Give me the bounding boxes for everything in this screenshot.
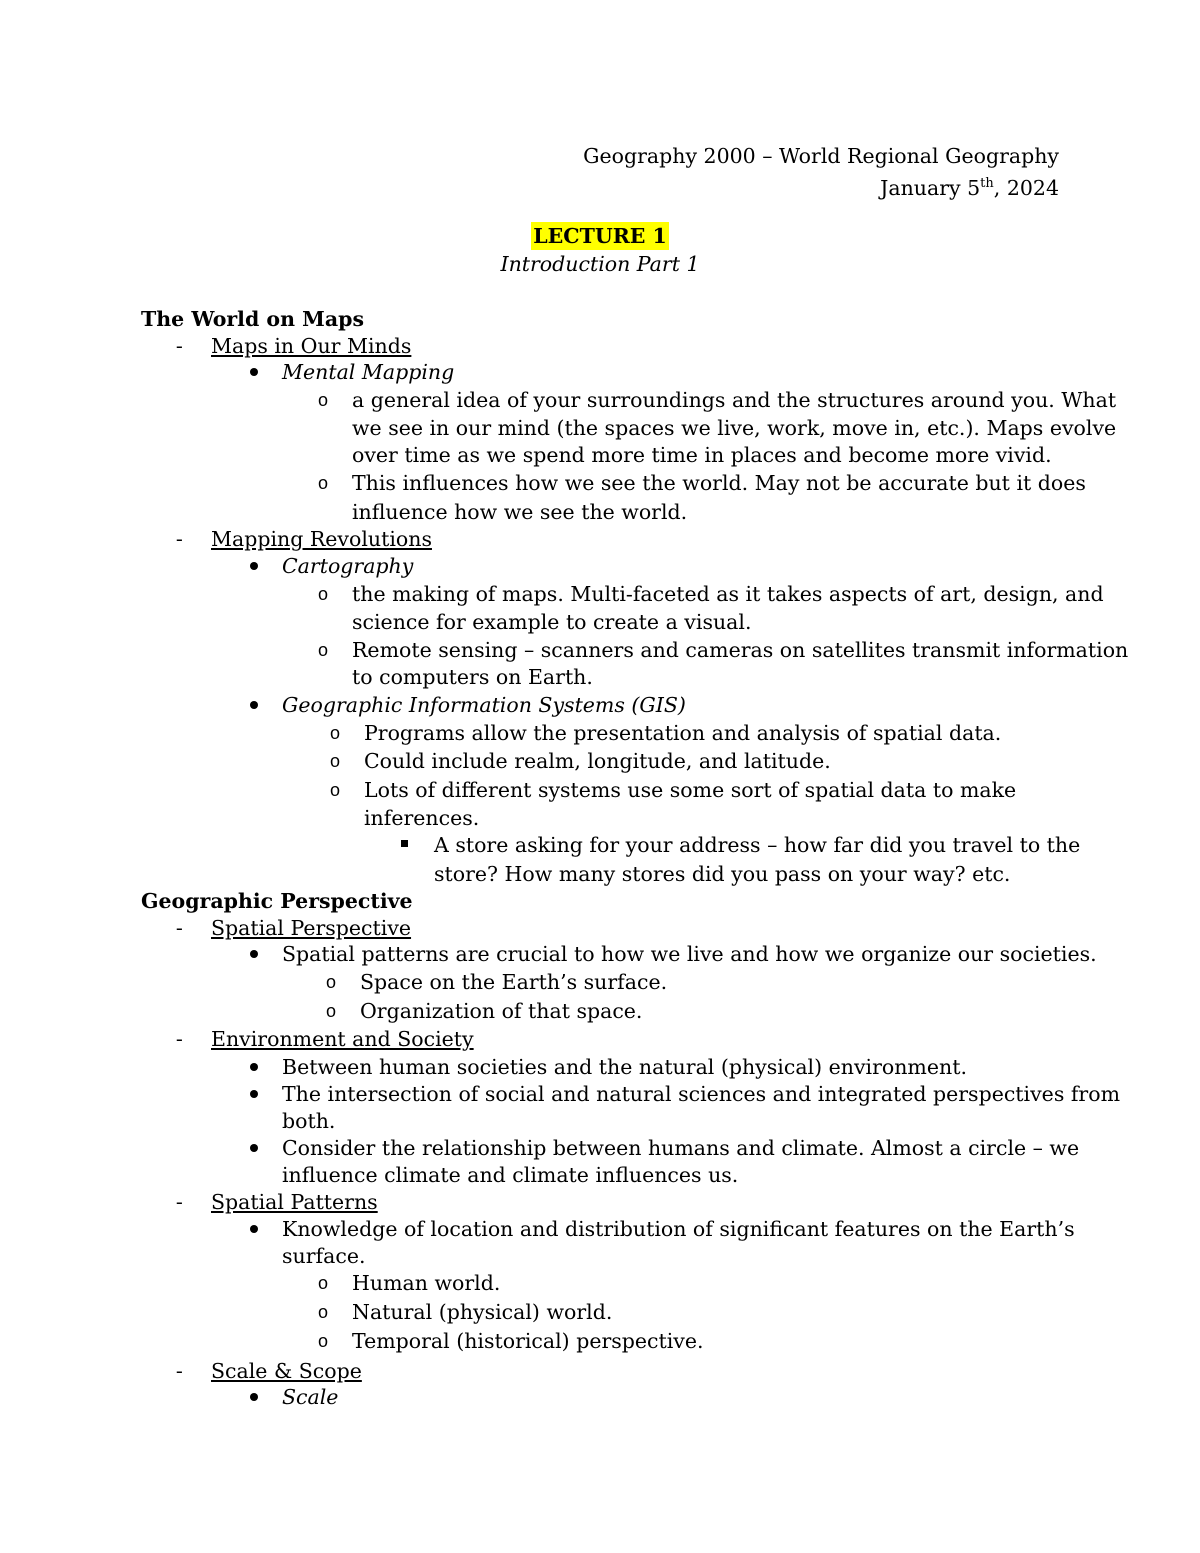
dash-marker: - [176, 335, 183, 357]
bullet-text: influence climate and climate influences us. [282, 1163, 739, 1187]
point-text: inferences. [364, 806, 480, 830]
point-text: the making of maps. Multi-faceted as it takes aspects of art, design, and [352, 582, 1104, 606]
bullet-text: Consider the relationship between humans and climate. Almost a circle – we [282, 1136, 1080, 1160]
bullet-marker [250, 1144, 258, 1152]
circle-marker: o [326, 1001, 337, 1021]
point-text: we see in our mind (the spaces we live, work, move in, etc.). Maps evolve [352, 416, 1117, 440]
term-label: Cartography [282, 554, 414, 578]
lecture-date: January 5th, 2024 [880, 175, 1059, 200]
circle-marker: o [330, 723, 341, 743]
bullet-text: Spatial patterns are crucial to how we live and how we organize our societies. [282, 942, 1097, 966]
circle-marker: o [318, 1302, 329, 1322]
dash-marker: - [176, 1191, 183, 1213]
subpoint-text: A store asking for your address – how far did you travel to the [434, 833, 1081, 857]
bullet-text: surface. [282, 1244, 366, 1268]
bullet-marker [250, 1090, 258, 1098]
lecture-subtitle: Introduction Part 1 [500, 252, 700, 276]
dash-marker: - [176, 1028, 183, 1050]
square-marker [401, 840, 408, 847]
bullet-marker [250, 1393, 258, 1401]
bullet-marker [250, 368, 258, 376]
topic-label: Environment and Society [211, 1027, 474, 1051]
term-label: Geographic Information Systems (GIS) [282, 693, 686, 717]
point-text: Space on the Earth’s surface. [360, 970, 668, 994]
circle-marker: o [318, 1273, 329, 1293]
bullet-text: Between human societies and the natural (physical) environment. [282, 1055, 967, 1079]
point-text: influence how we see the world. [352, 500, 688, 524]
point-text: to computers on Earth. [352, 665, 593, 689]
bullet-text: The intersection of social and natural sciences and integrated perspectives from [282, 1082, 1121, 1106]
bullet-marker [250, 950, 258, 958]
subpoint-text: store? How many stores did you pass on your way? etc. [434, 862, 1011, 886]
point-text: a general idea of your surroundings and the structures around you. What [352, 388, 1117, 412]
point-text: Natural (physical) world. [352, 1300, 613, 1324]
bullet-marker [250, 701, 258, 709]
circle-marker: o [318, 584, 329, 604]
circle-marker: o [318, 1331, 329, 1351]
topic-label: Spatial Perspective [211, 916, 412, 940]
point-text: This influences how we see the world. May not be accurate but it does [352, 471, 1086, 495]
point-text: Remote sensing – scanners and cameras on satellites transmit information [352, 638, 1129, 662]
dash-marker: - [176, 917, 183, 939]
lecture-heading: LECTURE 1 [533, 224, 667, 248]
circle-marker: o [326, 972, 337, 992]
point-text: over time as we spend more time in places and become more vivid. [352, 443, 1052, 467]
section-heading: Geographic Perspective [141, 889, 413, 913]
bullet-marker [250, 1225, 258, 1233]
point-text: Programs allow the presentation and analysis of spatial data. [364, 721, 1002, 745]
dash-marker: - [176, 528, 183, 550]
point-text: Lots of different systems use some sort of spatial data to make [364, 778, 1017, 802]
point-text: Human world. [352, 1271, 501, 1295]
circle-marker: o [318, 473, 329, 493]
section-heading: The World on Maps [141, 307, 364, 331]
bullet-text: both. [282, 1109, 336, 1133]
dash-marker: - [176, 1360, 183, 1382]
topic-label: Scale & Scope [211, 1359, 362, 1383]
topic-label: Spatial Patterns [211, 1190, 378, 1214]
topic-label: Mapping Revolutions [211, 527, 432, 551]
circle-marker: o [318, 640, 329, 660]
bullet-marker [250, 562, 258, 570]
point-text: Organization of that space. [360, 999, 643, 1023]
course-title: Geography 2000 – World Regional Geography [583, 144, 1059, 168]
term-label: Mental Mapping [282, 360, 455, 384]
point-text: science for example to create a visual. [352, 610, 752, 634]
bullet-text: Knowledge of location and distribution of significant features on the Earth’s [282, 1217, 1075, 1241]
circle-marker: o [330, 751, 341, 771]
point-text: Could include realm, longitude, and latitude. [364, 749, 831, 773]
point-text: Temporal (historical) perspective. [352, 1329, 704, 1353]
bullet-marker [250, 1063, 258, 1071]
topic-label: Maps in Our Minds [211, 334, 412, 358]
circle-marker: o [318, 390, 329, 410]
circle-marker: o [330, 780, 341, 800]
term-label: Scale [282, 1385, 339, 1409]
